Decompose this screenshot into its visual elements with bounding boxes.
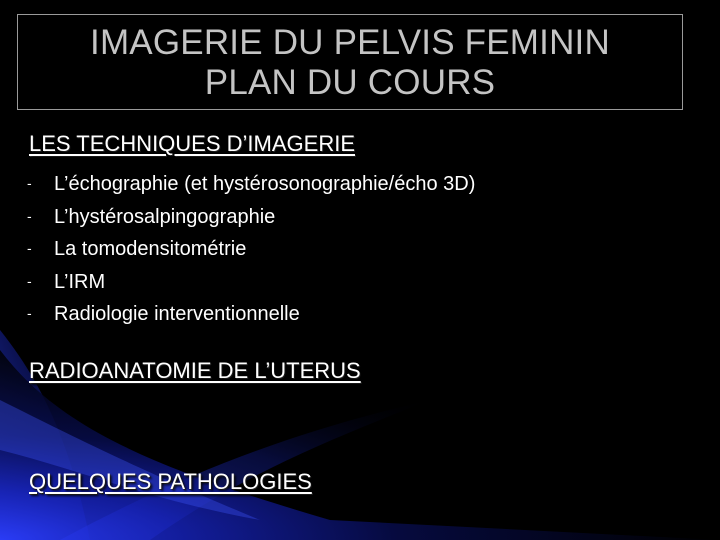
list-item: [27, 201, 475, 234]
list-item-text: La tomodensitométrie: [54, 238, 247, 260]
list-item: [27, 168, 475, 201]
bullet-marker: -: [27, 175, 32, 191]
list-item: [27, 266, 475, 299]
list-item: [27, 298, 475, 331]
list-item-text: Radiologie interventionnelle: [54, 303, 300, 325]
slide-title-line-2: PLAN DU COURS: [204, 63, 496, 102]
techniques-list: [27, 168, 475, 331]
bullet-marker: -: [27, 305, 32, 321]
section-heading-radioanatomie: RADIOANATOMIE DE L’UTERUS: [29, 358, 361, 383]
section-heading-pathologies: QUELQUES PATHOLOGIES: [29, 469, 312, 494]
slide-title-line-1: IMAGERIE DU PELVIS FEMININ: [90, 23, 610, 62]
section-heading-techniques: LES TECHNIQUES D’IMAGERIE: [29, 131, 355, 156]
list-item-text: L’hystérosalpingographie: [54, 205, 276, 228]
slide-title-box: [17, 14, 683, 110]
list-item-text: L’IRM: [54, 270, 106, 293]
list-item: [27, 233, 475, 266]
bullet-marker: -: [27, 272, 32, 289]
bullet-marker: -: [27, 240, 32, 256]
bullet-marker: -: [27, 207, 32, 224]
list-item-text: L’échographie (et hystérosonographie/écho 3D): [54, 173, 476, 195]
